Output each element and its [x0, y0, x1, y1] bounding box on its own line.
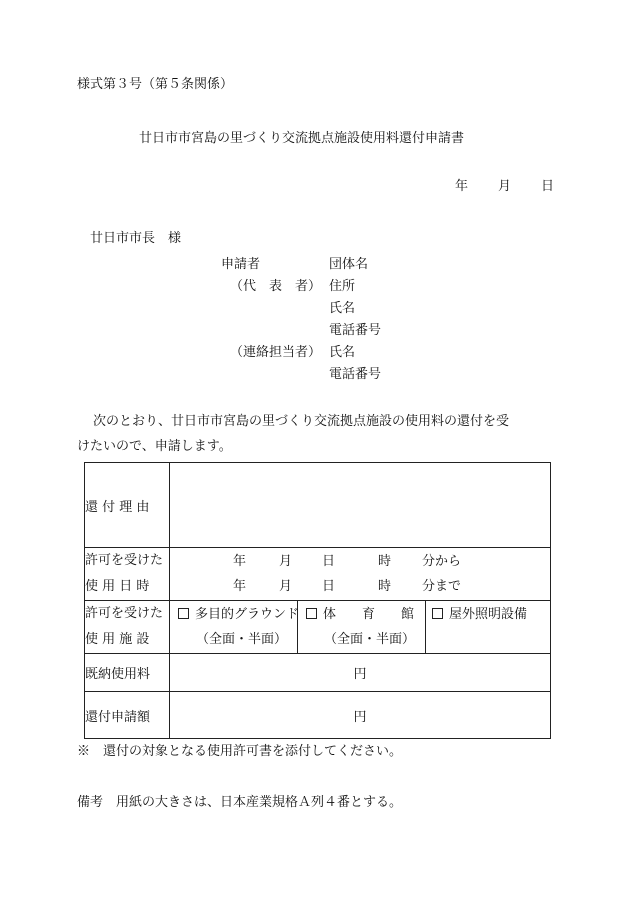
applicant-label: 申請者 — [221, 257, 261, 272]
reason-row — [85, 463, 551, 548]
contact-phone-field: 電話番号 — [329, 367, 382, 382]
facility-sub: （全面・半面） — [196, 632, 288, 647]
refund-amount-row — [85, 692, 551, 739]
name-field: 氏名 — [329, 301, 356, 316]
intro-line-2: けたいので、申請します。 — [77, 439, 232, 454]
addressee: 廿日市市長 様 — [90, 231, 182, 246]
representative-label: （代 表 者） — [230, 279, 322, 294]
facility-option-gym[interactable] — [298, 601, 426, 653]
facility-name: 屋外照明設備 — [449, 607, 528, 622]
facility-row — [85, 601, 551, 654]
datetime-label-line2: 使 用 日 時 — [85, 579, 150, 594]
datetime-label-line1: 許可を受けた — [85, 553, 164, 568]
to-year: 年 — [233, 579, 247, 594]
org-name-field: 団体名 — [329, 257, 369, 272]
refund-table — [84, 462, 551, 739]
contact-name-field: 氏名 — [329, 345, 356, 360]
form-number: 様式第３号（第５条関係） — [77, 77, 234, 92]
reason-label: 還 付 理 由 — [85, 463, 170, 548]
contact-person-label: （連絡担当者） — [230, 345, 322, 360]
facility-option-ground[interactable] — [170, 601, 298, 653]
from-minute: 分から — [422, 554, 462, 569]
to-minute: 分まで — [422, 579, 462, 594]
datetime-value[interactable] — [170, 548, 551, 601]
address-field: 住所 — [329, 279, 356, 294]
remarks: 備考 用紙の大きさは、日本産業規格Ａ列４番とする。 — [77, 795, 403, 810]
document-title: 廿日市市宮島の里づくり交流拠点施設使用料還付申請書 — [139, 131, 465, 146]
from-year: 年 — [233, 554, 247, 569]
facility-options — [170, 601, 551, 654]
from-month: 月 — [279, 554, 293, 569]
reason-value[interactable] — [170, 463, 551, 548]
paid-fee-row — [85, 654, 551, 692]
from-day: 日 — [322, 554, 336, 569]
date-day: 日 — [541, 179, 555, 194]
to-month: 月 — [279, 579, 293, 594]
datetime-label — [85, 548, 170, 601]
intro-line-1: 次のとおり、廿日市市宮島の里づくり交流拠点施設の使用料の還付を受 — [93, 414, 510, 429]
phone-field: 電話番号 — [329, 323, 382, 338]
date-month: 月 — [498, 179, 512, 194]
checkbox-icon[interactable] — [178, 608, 189, 619]
paid-fee-unit[interactable]: 円 — [170, 654, 551, 692]
from-hour: 時 — [378, 554, 392, 569]
refund-amount-label: 還付申請額 — [85, 692, 170, 739]
to-hour: 時 — [378, 579, 392, 594]
paid-fee-label: 既納使用料 — [85, 654, 170, 692]
datetime-row — [85, 548, 551, 601]
facility-sub: （全面・半面） — [324, 632, 416, 647]
facility-label — [85, 601, 170, 654]
checkbox-icon[interactable] — [432, 608, 443, 619]
facility-label-line1: 許可を受けた — [85, 606, 164, 621]
checkbox-icon[interactable] — [306, 608, 317, 619]
facility-label-line2: 使 用 施 設 — [85, 632, 150, 647]
facility-name: 多目的グラウンド — [195, 607, 300, 622]
to-day: 日 — [322, 579, 336, 594]
refund-amount-unit[interactable]: 円 — [170, 692, 551, 739]
date-year: 年 — [455, 179, 469, 194]
facility-name: 体 育 館 — [323, 607, 415, 622]
facility-option-lighting[interactable] — [426, 601, 550, 653]
attachment-note: ※ 還付の対象となる使用許可書を添付してください。 — [77, 744, 403, 759]
